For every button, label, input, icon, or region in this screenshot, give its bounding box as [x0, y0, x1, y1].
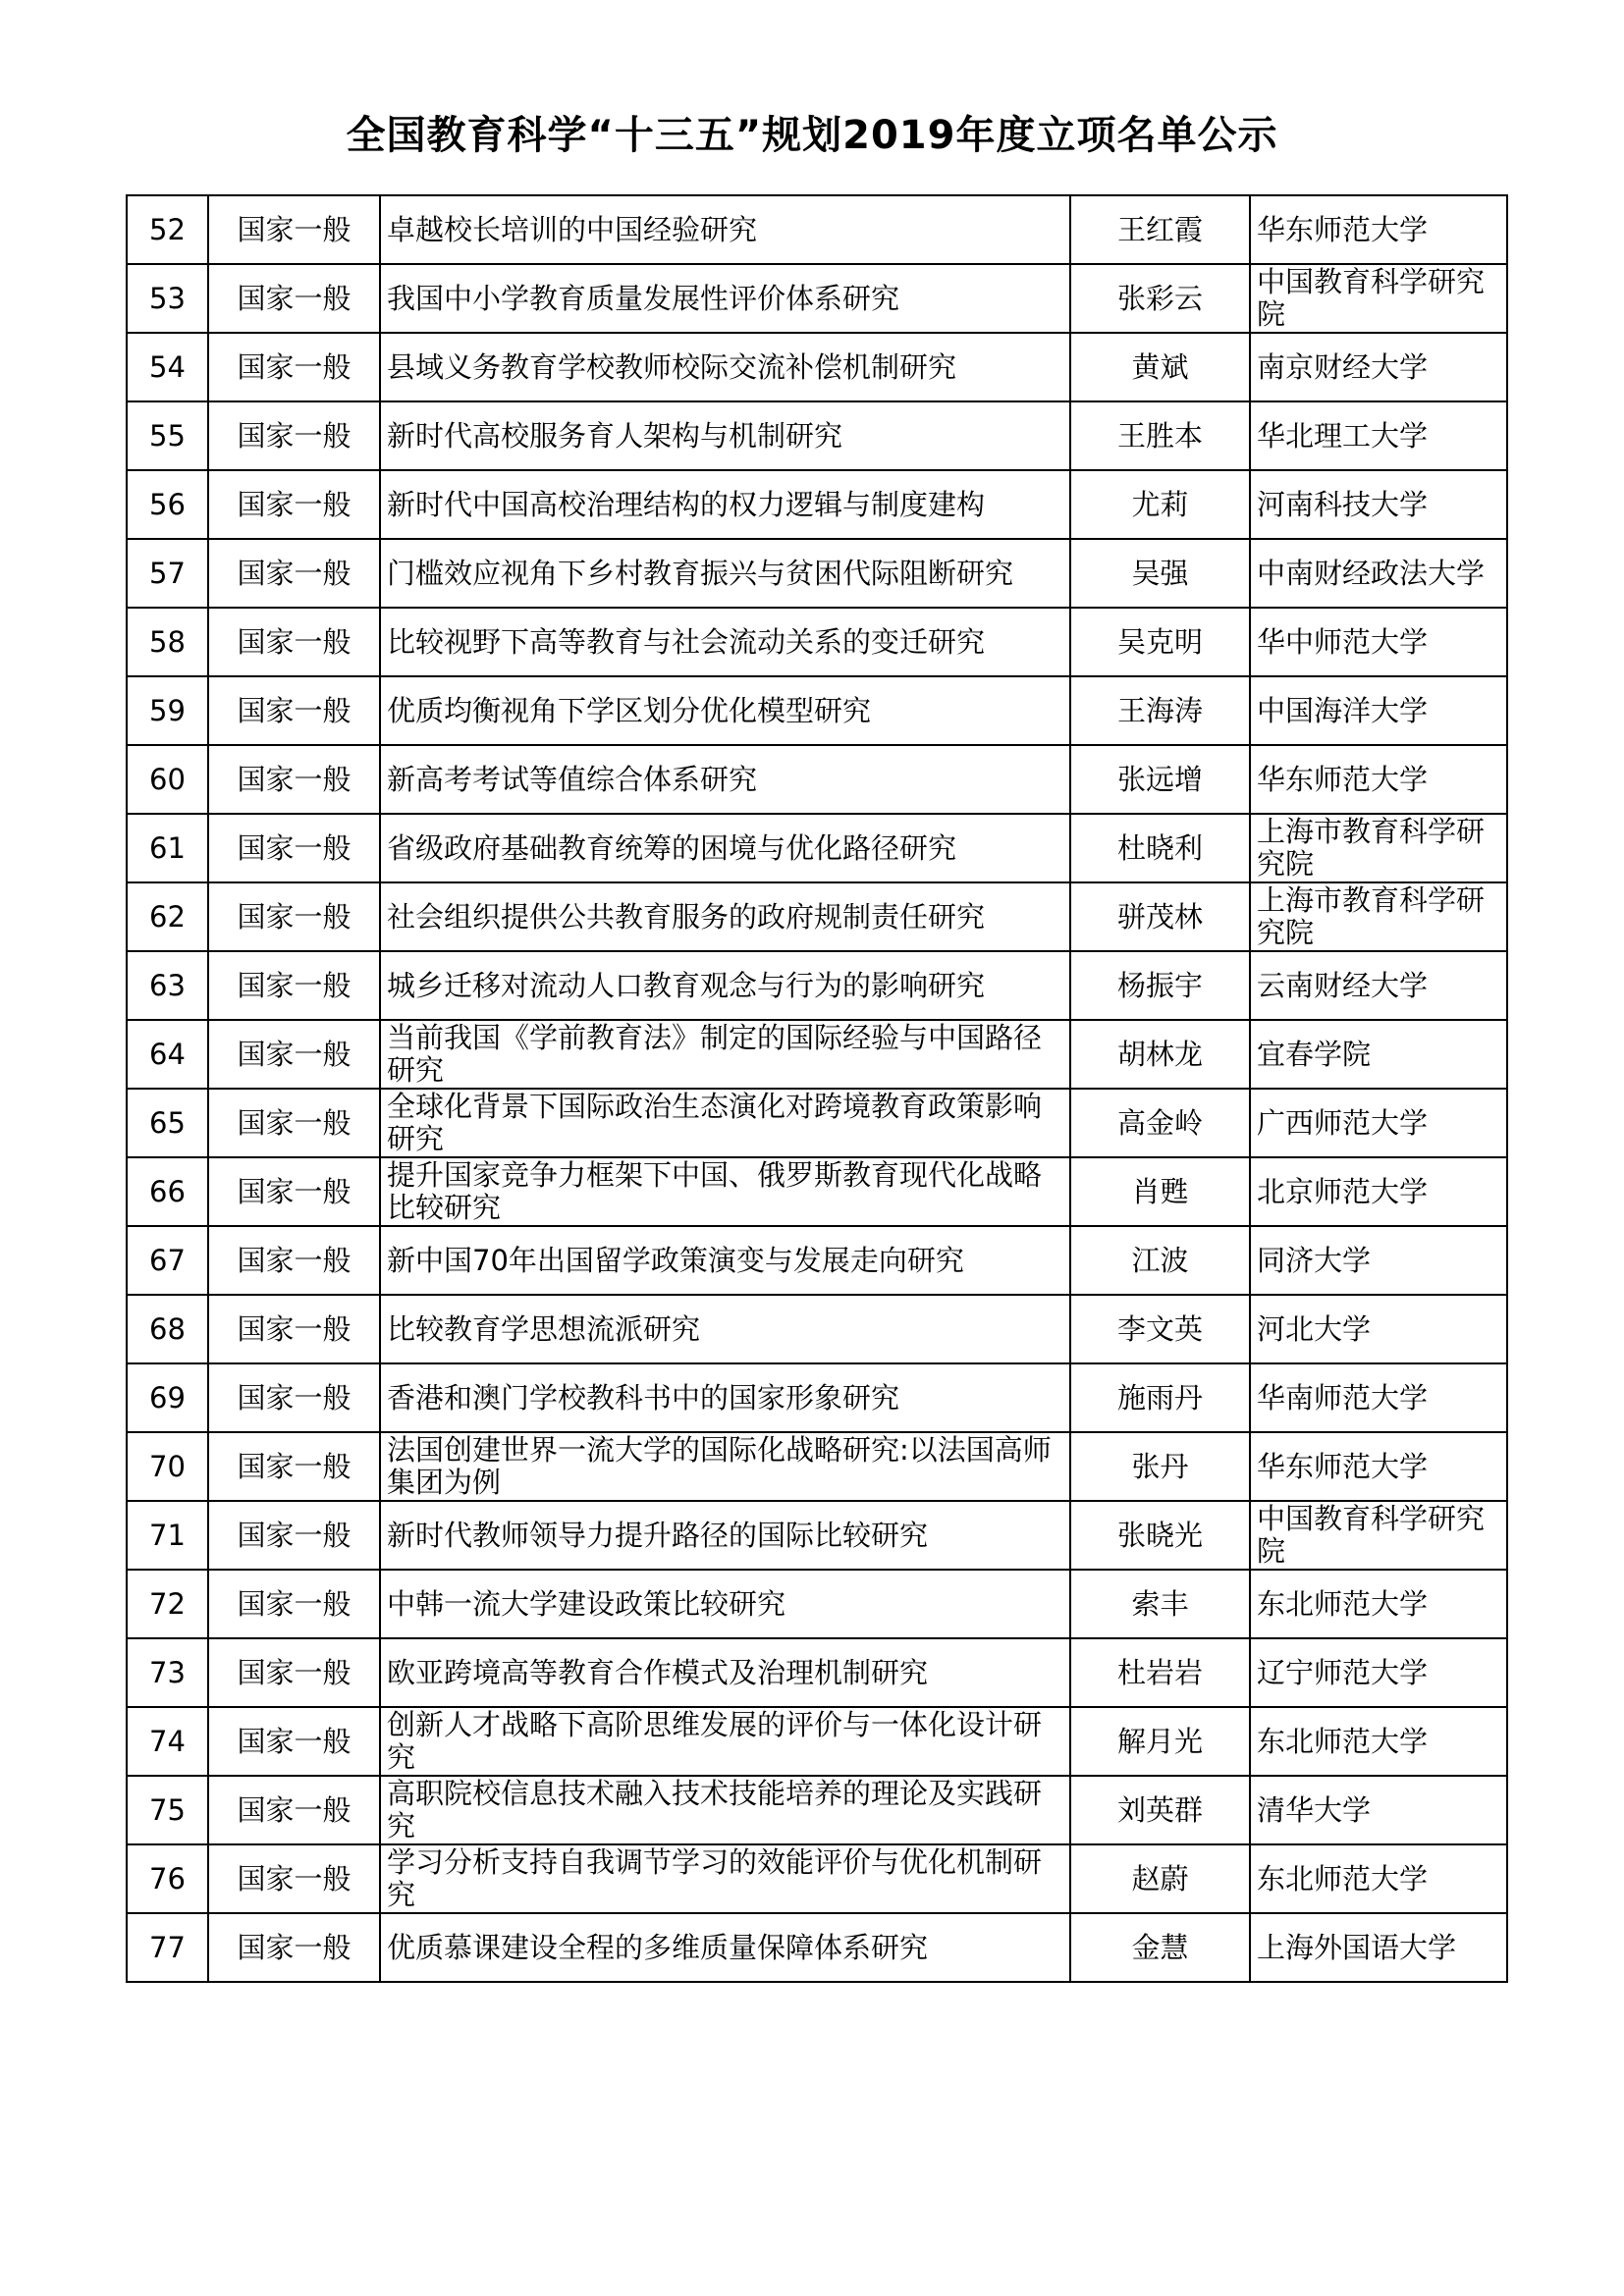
project-type-cell: 国家一般 [208, 1776, 380, 1844]
project-leader-cell: 王红霞 [1070, 195, 1250, 264]
project-number-cell: 68 [127, 1295, 208, 1363]
project-type-cell: 国家一般 [208, 470, 380, 539]
project-type-cell: 国家一般 [208, 401, 380, 470]
project-type-cell: 国家一般 [208, 1913, 380, 1982]
project-title-cell: 新时代中国高校治理结构的权力逻辑与制度建构 [380, 470, 1070, 539]
table-row [127, 1570, 1507, 1638]
project-type-cell: 国家一般 [208, 1501, 380, 1570]
project-leader-cell: 索丰 [1070, 1570, 1250, 1638]
project-number-cell: 74 [127, 1707, 208, 1776]
work-unit-cell: 华东师范大学 [1250, 1432, 1507, 1501]
project-leader-cell: 王胜本 [1070, 401, 1250, 470]
project-title-cell: 比较教育学思想流派研究 [380, 1295, 1070, 1363]
work-unit-cell: 东北师范大学 [1250, 1707, 1507, 1776]
work-unit-cell: 河北大学 [1250, 1295, 1507, 1363]
work-unit-cell: 上海市教育科学研究院 [1250, 882, 1507, 951]
project-type-cell: 国家一般 [208, 1157, 380, 1226]
project-title-cell: 省级政府基础教育统筹的困境与优化路径研究 [380, 814, 1070, 882]
project-title-cell: 新中国70年出国留学政策演变与发展走向研究 [380, 1226, 1070, 1295]
project-leader-cell: 赵蔚 [1070, 1844, 1250, 1913]
project-number-cell: 77 [127, 1913, 208, 1982]
work-unit-cell: 上海市教育科学研究院 [1250, 814, 1507, 882]
work-unit-cell: 中南财经政法大学 [1250, 539, 1507, 608]
table-row [127, 1432, 1507, 1501]
project-leader-cell: 施雨丹 [1070, 1363, 1250, 1432]
project-leader-cell: 张彩云 [1070, 264, 1250, 333]
table-row [127, 195, 1507, 264]
project-number-cell: 62 [127, 882, 208, 951]
project-number-cell: 67 [127, 1226, 208, 1295]
table-row [127, 1638, 1507, 1707]
work-unit-cell: 宜春学院 [1250, 1020, 1507, 1089]
project-title-cell: 比较视野下高等教育与社会流动关系的变迁研究 [380, 608, 1070, 676]
project-number-cell: 76 [127, 1844, 208, 1913]
project-number-cell: 55 [127, 401, 208, 470]
project-leader-cell: 张远增 [1070, 745, 1250, 814]
project-title-cell: 创新人才战略下高阶思维发展的评价与一体化设计研究 [380, 1707, 1070, 1776]
project-title-cell: 卓越校长培训的中国经验研究 [380, 195, 1070, 264]
project-title-cell: 新时代教师领导力提升路径的国际比较研究 [380, 1501, 1070, 1570]
project-leader-cell: 张晓光 [1070, 1501, 1250, 1570]
project-number-cell: 56 [127, 470, 208, 539]
project-leader-cell: 杜晓利 [1070, 814, 1250, 882]
table-row [127, 1363, 1507, 1432]
project-leader-cell: 杨振宇 [1070, 951, 1250, 1020]
work-unit-cell: 东北师范大学 [1250, 1570, 1507, 1638]
project-number-cell: 61 [127, 814, 208, 882]
work-unit-cell: 华东师范大学 [1250, 745, 1507, 814]
project-leader-cell: 金慧 [1070, 1913, 1250, 1982]
table-row [127, 401, 1507, 470]
project-leader-cell: 解月光 [1070, 1707, 1250, 1776]
project-number-cell: 66 [127, 1157, 208, 1226]
project-title-cell: 中韩一流大学建设政策比较研究 [380, 1570, 1070, 1638]
table-row [127, 1707, 1507, 1776]
project-type-cell: 国家一般 [208, 1363, 380, 1432]
project-type-cell: 国家一般 [208, 882, 380, 951]
table-row [127, 1501, 1507, 1570]
table-body [127, 195, 1507, 1982]
project-type-cell: 国家一般 [208, 1570, 380, 1638]
table-row [127, 333, 1507, 401]
project-leader-cell: 吴克明 [1070, 608, 1250, 676]
project-leader-cell: 杜岩岩 [1070, 1638, 1250, 1707]
project-title-cell: 香港和澳门学校教科书中的国家形象研究 [380, 1363, 1070, 1432]
project-type-cell: 国家一般 [208, 676, 380, 745]
project-type-cell: 国家一般 [208, 1020, 380, 1089]
project-type-cell: 国家一般 [208, 1844, 380, 1913]
work-unit-cell: 辽宁师范大学 [1250, 1638, 1507, 1707]
project-number-cell: 64 [127, 1020, 208, 1089]
project-number-cell: 57 [127, 539, 208, 608]
table-row [127, 1157, 1507, 1226]
project-title-cell: 学习分析支持自我调节学习的效能评价与优化机制研究 [380, 1844, 1070, 1913]
project-title-cell: 优质均衡视角下学区划分优化模型研究 [380, 676, 1070, 745]
work-unit-cell: 广西师范大学 [1250, 1089, 1507, 1157]
project-number-cell: 73 [127, 1638, 208, 1707]
project-type-cell: 国家一般 [208, 264, 380, 333]
project-title-cell: 新高考考试等值综合体系研究 [380, 745, 1070, 814]
table-row [127, 264, 1507, 333]
work-unit-cell: 云南财经大学 [1250, 951, 1507, 1020]
project-type-cell: 国家一般 [208, 951, 380, 1020]
project-title-cell: 欧亚跨境高等教育合作模式及治理机制研究 [380, 1638, 1070, 1707]
project-leader-cell: 张丹 [1070, 1432, 1250, 1501]
project-title-cell: 城乡迁移对流动人口教育观念与行为的影响研究 [380, 951, 1070, 1020]
work-unit-cell: 东北师范大学 [1250, 1844, 1507, 1913]
project-number-cell: 72 [127, 1570, 208, 1638]
work-unit-cell: 南京财经大学 [1250, 333, 1507, 401]
table-row [127, 951, 1507, 1020]
project-leader-cell: 江波 [1070, 1226, 1250, 1295]
page-title: 全国教育科学“十三五”规划2019年度立项名单公示 [346, 113, 1278, 158]
project-title-cell: 高职院校信息技术融入技术技能培养的理论及实践研究 [380, 1776, 1070, 1844]
work-unit-cell: 华东师范大学 [1250, 195, 1507, 264]
project-type-cell: 国家一般 [208, 1226, 380, 1295]
table-row [127, 882, 1507, 951]
table-row [127, 1226, 1507, 1295]
table-row [127, 539, 1507, 608]
project-leader-cell: 吴强 [1070, 539, 1250, 608]
project-title-cell: 门槛效应视角下乡村教育振兴与贫困代际阻断研究 [380, 539, 1070, 608]
project-type-cell: 国家一般 [208, 745, 380, 814]
project-type-cell: 国家一般 [208, 195, 380, 264]
table-row [127, 676, 1507, 745]
project-number-cell: 75 [127, 1776, 208, 1844]
project-number-cell: 58 [127, 608, 208, 676]
project-type-cell: 国家一般 [208, 1432, 380, 1501]
project-title-cell: 全球化背景下国际政治生态演化对跨境教育政策影响研究 [380, 1089, 1070, 1157]
project-type-cell: 国家一般 [208, 333, 380, 401]
project-number-cell: 54 [127, 333, 208, 401]
project-type-cell: 国家一般 [208, 539, 380, 608]
work-unit-cell: 华北理工大学 [1250, 401, 1507, 470]
project-number-cell: 59 [127, 676, 208, 745]
table-row [127, 814, 1507, 882]
work-unit-cell: 上海外国语大学 [1250, 1913, 1507, 1982]
work-unit-cell: 中国教育科学研究院 [1250, 264, 1507, 333]
project-type-cell: 国家一般 [208, 608, 380, 676]
project-number-cell: 53 [127, 264, 208, 333]
project-leader-cell: 骈茂林 [1070, 882, 1250, 951]
project-title-cell: 我国中小学教育质量发展性评价体系研究 [380, 264, 1070, 333]
project-leader-cell: 肖甦 [1070, 1157, 1250, 1226]
work-unit-cell: 北京师范大学 [1250, 1157, 1507, 1226]
project-type-cell: 国家一般 [208, 814, 380, 882]
work-unit-cell: 华中师范大学 [1250, 608, 1507, 676]
project-leader-cell: 刘英群 [1070, 1776, 1250, 1844]
project-leader-cell: 王海涛 [1070, 676, 1250, 745]
project-list-table [126, 194, 1508, 1983]
work-unit-cell: 同济大学 [1250, 1226, 1507, 1295]
project-number-cell: 69 [127, 1363, 208, 1432]
project-type-cell: 国家一般 [208, 1638, 380, 1707]
table-row [127, 745, 1507, 814]
project-title-cell: 法国创建世界一流大学的国际化战略研究:以法国高师集团为例 [380, 1432, 1070, 1501]
table-row [127, 470, 1507, 539]
project-leader-cell: 尤莉 [1070, 470, 1250, 539]
project-type-cell: 国家一般 [208, 1707, 380, 1776]
project-number-cell: 70 [127, 1432, 208, 1501]
project-leader-cell: 高金岭 [1070, 1089, 1250, 1157]
project-number-cell: 63 [127, 951, 208, 1020]
project-title-cell: 当前我国《学前教育法》制定的国际经验与中国路径研究 [380, 1020, 1070, 1089]
project-leader-cell: 李文英 [1070, 1295, 1250, 1363]
table-row [127, 1776, 1507, 1844]
project-type-cell: 国家一般 [208, 1295, 380, 1363]
work-unit-cell: 中国教育科学研究院 [1250, 1501, 1507, 1570]
project-number-cell: 65 [127, 1089, 208, 1157]
project-number-cell: 52 [127, 195, 208, 264]
project-title-cell: 提升国家竞争力框架下中国、俄罗斯教育现代化战略比较研究 [380, 1157, 1070, 1226]
project-title-cell: 县域义务教育学校教师校际交流补偿机制研究 [380, 333, 1070, 401]
project-leader-cell: 胡林龙 [1070, 1020, 1250, 1089]
work-unit-cell: 河南科技大学 [1250, 470, 1507, 539]
table-row [127, 1089, 1507, 1157]
project-leader-cell: 黄斌 [1070, 333, 1250, 401]
project-title-cell: 优质慕课建设全程的多维质量保障体系研究 [380, 1913, 1070, 1982]
project-type-cell: 国家一般 [208, 1089, 380, 1157]
table-row [127, 1844, 1507, 1913]
project-number-cell: 60 [127, 745, 208, 814]
work-unit-cell: 中国海洋大学 [1250, 676, 1507, 745]
table-row [127, 608, 1507, 676]
work-unit-cell: 清华大学 [1250, 1776, 1507, 1844]
table-row [127, 1020, 1507, 1089]
table-row [127, 1913, 1507, 1982]
work-unit-cell: 华南师范大学 [1250, 1363, 1507, 1432]
project-title-cell: 社会组织提供公共教育服务的政府规制责任研究 [380, 882, 1070, 951]
project-title-cell: 新时代高校服务育人架构与机制研究 [380, 401, 1070, 470]
project-number-cell: 71 [127, 1501, 208, 1570]
table-row [127, 1295, 1507, 1363]
